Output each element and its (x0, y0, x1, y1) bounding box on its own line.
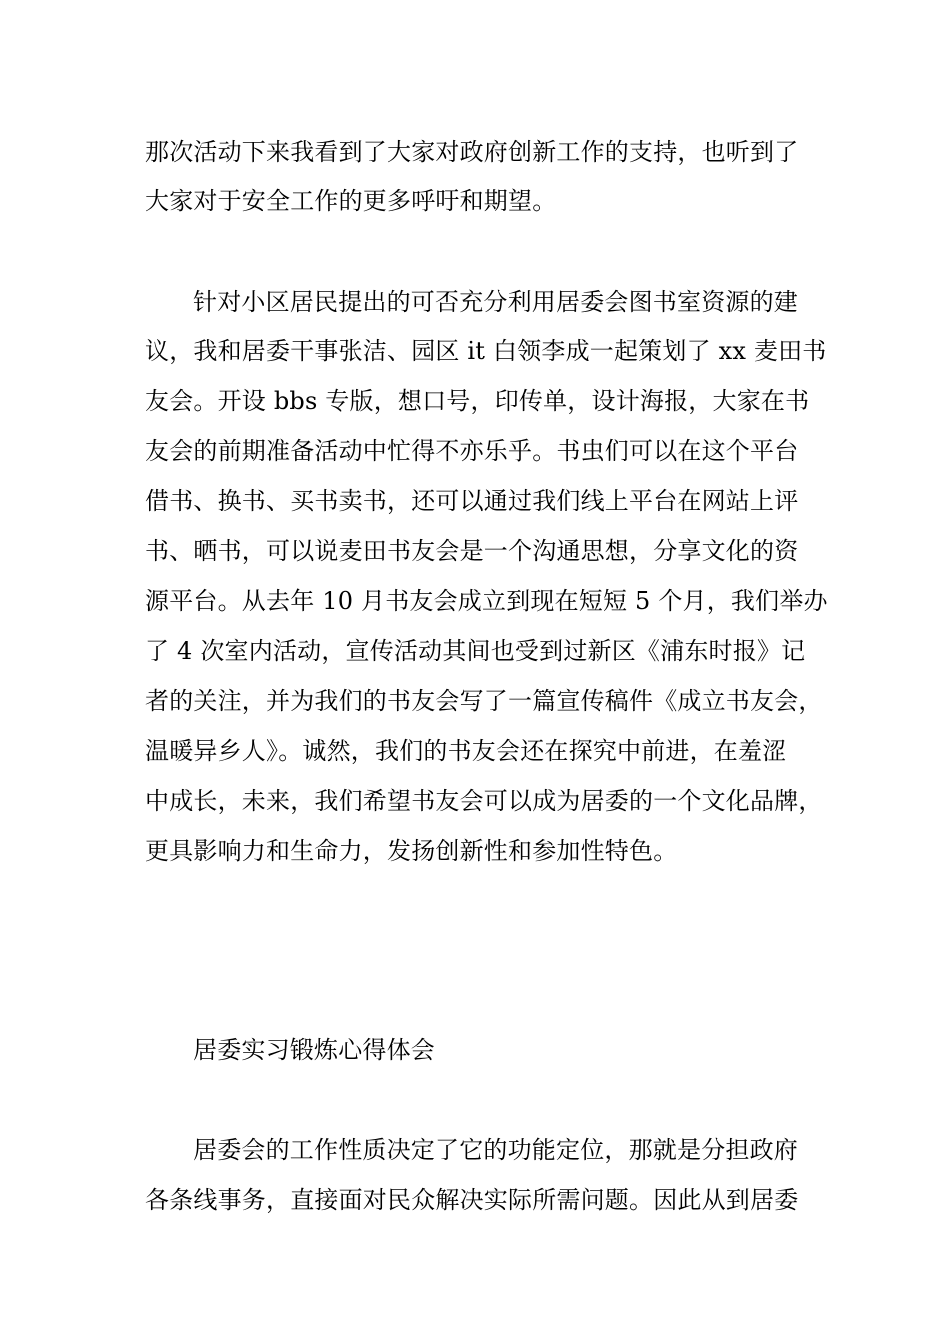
paragraph-2-line-10: 温暖异乡人》。诚然，我们的书友会还在探究中前进，在羞涩 (145, 737, 787, 765)
paragraph-2-line-7: 源平台。从去年 10 月书友会成立到现在短短 5 个月，我们举办 (145, 587, 828, 615)
paragraph-2-line-6: 书、晒书，可以说麦田书友会是一个沟通思想，分享文化的资 (145, 537, 799, 565)
paragraph-2-line-11: 中成长，未来，我们希望书友会可以成为居委的一个文化品牌， (145, 787, 823, 815)
paragraph-2-line-4: 友会的前期准备活动中忙得不亦乐乎。书虫们可以在这个平台 (145, 437, 799, 465)
paragraph-1-line-2: 大家对于安全工作的更多呼吁和期望。 (145, 187, 557, 215)
paragraph-2-line-12: 更具影响力和生命力，发扬创新性和参加性特色。 (145, 837, 678, 865)
paragraph-2-line-9: 者的关注，并为我们的书友会写了一篇宣传稿件《成立书友会， (145, 687, 823, 715)
paragraph-3-line-2: 各条线事务，直接面对民众解决实际所需问题。因此从到居委 (145, 1186, 799, 1214)
paragraph-2-line-3: 友会。开设 bbs 专版，想口号，印传单，设计海报，大家在书 (145, 387, 810, 415)
paragraph-2-line-8: 了 4 次室内活动，宣传活动其间也受到过新区《浦东时报》记 (145, 637, 806, 665)
section-heading: 居委实习锻炼心得体会 (193, 1036, 435, 1064)
paragraph-3-line-1: 居委会的工作性质决定了它的功能定位，那就是分担政府 (193, 1136, 798, 1164)
paragraph-2-line-1: 针对小区居民提出的可否充分利用居委会图书室资源的建 (193, 288, 798, 316)
paragraph-2-line-5: 借书、换书、买书卖书，还可以通过我们线上平台在网站上评 (145, 487, 799, 515)
paragraph-2-line-2: 议，我和居委干事张洁、园区 it 白领李成一起策划了 xx 麦田书 (145, 337, 827, 365)
paragraph-1-line-1: 那次活动下来我看到了大家对政府创新工作的支持，也听到了 (145, 138, 799, 166)
